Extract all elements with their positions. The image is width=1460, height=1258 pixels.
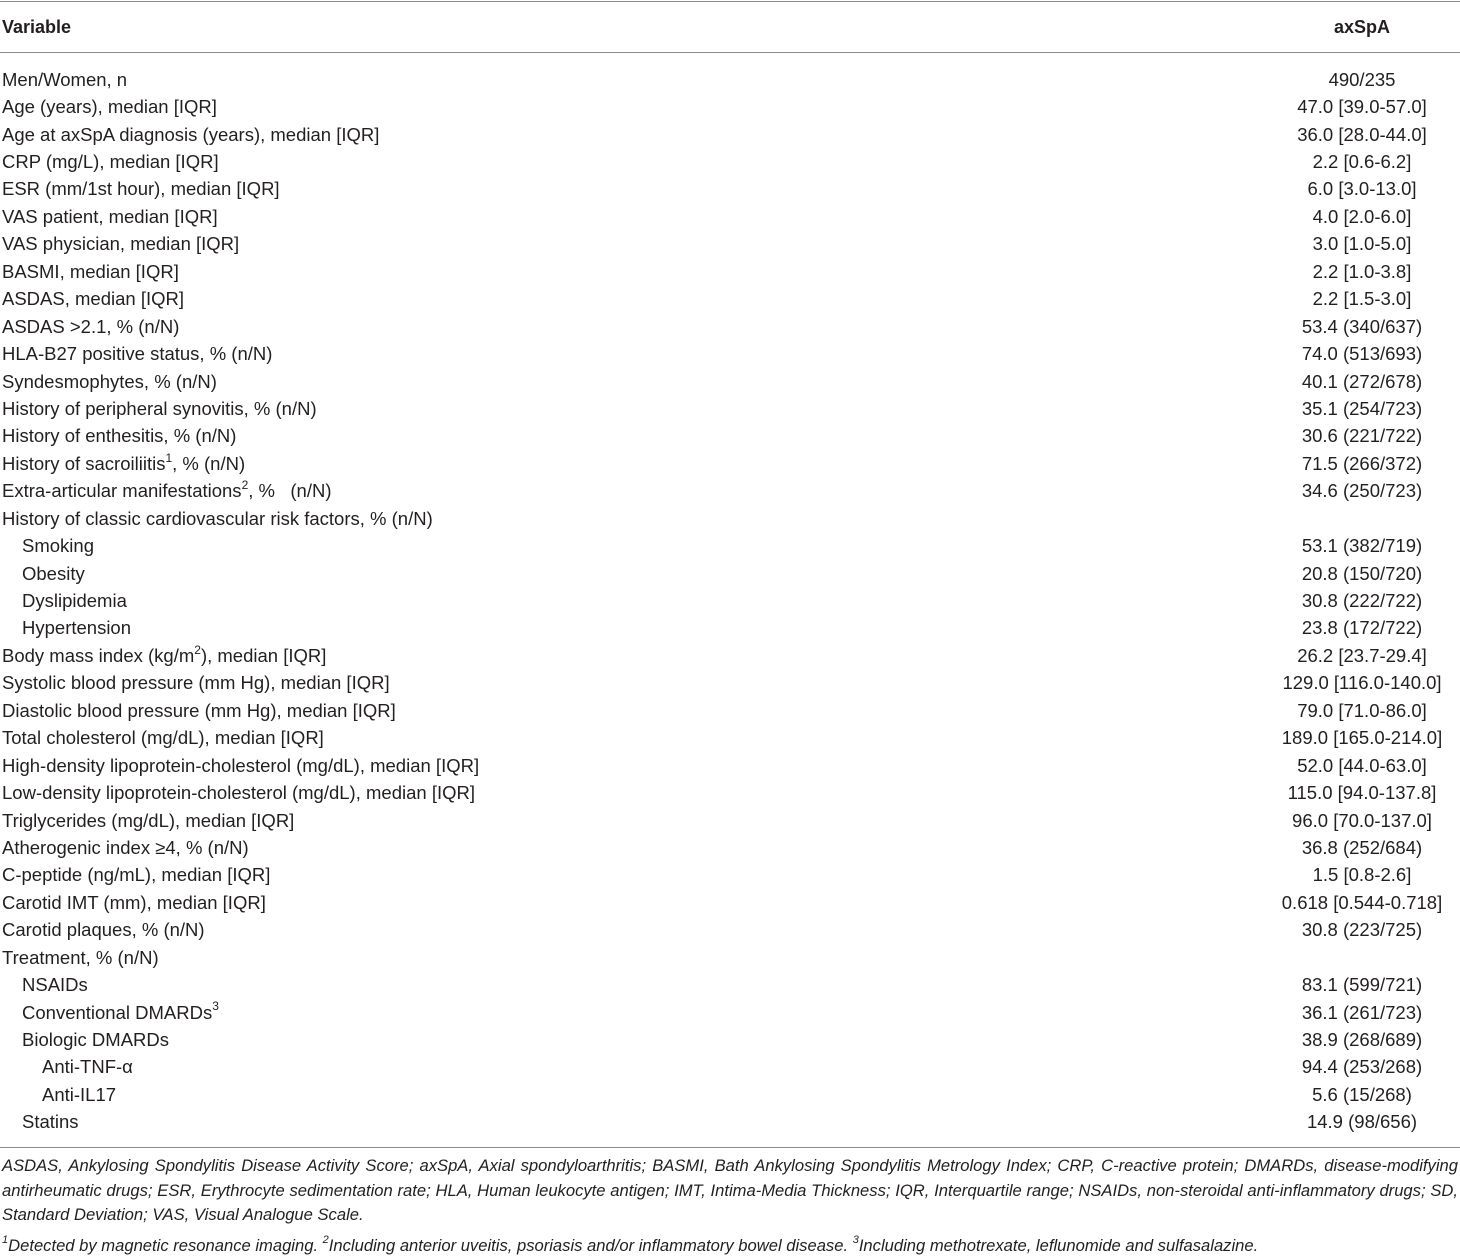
- table-row: [0, 313, 1460, 340]
- table-row: [0, 752, 1460, 779]
- footnote-marker: 1: [2, 1234, 9, 1247]
- row-label: [0, 206, 218, 228]
- row-value: 129.0 [116.0-140.0]: [1282, 672, 1442, 694]
- row-label-text: VAS patient, median [IQR]: [2, 205, 218, 227]
- row-value: 14.9 (98/656): [1306, 1111, 1418, 1133]
- row-label: [0, 590, 127, 612]
- row-value: 36.8 (252/684): [1301, 836, 1423, 858]
- table-row: [0, 93, 1460, 120]
- row-value: 96.0 [70.0-137.0]: [1292, 809, 1432, 831]
- footnote-marker: 2: [322, 1234, 329, 1247]
- row-label: [0, 1056, 133, 1078]
- table-row: [0, 725, 1460, 752]
- table-row: [0, 944, 1460, 971]
- row-label-text: Hypertension: [22, 617, 132, 639]
- table-row: [0, 121, 1460, 148]
- row-label: [0, 343, 272, 365]
- row-value: 3.0 [1.0-5.0]: [1312, 233, 1412, 255]
- row-label-text: Conventional DMARDs: [22, 1001, 213, 1023]
- row-label: [0, 178, 280, 200]
- row-label-text: Carotid plaques, % (n/N): [2, 919, 205, 941]
- row-value: 47.0 [39.0-57.0]: [1297, 96, 1427, 118]
- row-label-text: ASDAS, median [IQR]: [2, 288, 184, 310]
- footnote-marker: 1: [165, 450, 173, 465]
- row-label: [0, 974, 88, 996]
- row-label-suffix: ), median [IQR]: [200, 644, 327, 666]
- row-value: 2.2 [1.0-3.8]: [1312, 260, 1412, 282]
- row-label: [0, 672, 390, 694]
- row-label-text: Atherogenic index ≥4, % (n/N): [2, 836, 249, 858]
- header-variable: Variable: [2, 16, 72, 37]
- row-label-text: ESR (mm/1st hour), median [IQR]: [2, 178, 280, 200]
- table-row: [0, 231, 1460, 258]
- row-label-text: Diastolic blood pressure (mm Hg), median [IQR]: [2, 699, 396, 721]
- table-row: [0, 1054, 1460, 1081]
- table-row: [0, 478, 1460, 505]
- row-label: [0, 371, 217, 393]
- row-label-text: BASMI, median [IQR]: [2, 260, 179, 282]
- row-label-text: Syndesmophytes, % (n/N): [2, 370, 217, 392]
- row-label-text: CRP (mg/L), median [IQR]: [2, 151, 219, 173]
- table-row: [0, 423, 1460, 450]
- row-value: 35.1 (254/723): [1301, 397, 1423, 419]
- row-label: [0, 261, 179, 283]
- row-value: 53.4 (340/637): [1301, 315, 1423, 337]
- row-label-text: History of classic cardiovascular risk factors, % (n/N): [2, 507, 433, 529]
- row-value: 38.9 (268/689): [1301, 1029, 1423, 1051]
- table-row: [0, 834, 1460, 861]
- row-label-text: Statins: [22, 1111, 79, 1133]
- row-value: 189.0 [165.0-214.0]: [1281, 727, 1443, 749]
- row-label: [0, 837, 249, 859]
- row-label-text: Anti-IL17: [42, 1083, 117, 1105]
- table-row: [0, 1026, 1460, 1053]
- row-value: 6.0 [3.0-13.0]: [1307, 178, 1417, 200]
- row-label: [0, 69, 127, 91]
- row-label: [0, 727, 324, 749]
- row-value: 2.2 [1.5-3.0]: [1312, 288, 1412, 310]
- row-label: [0, 892, 266, 914]
- row-label-text: Biologic DMARDs: [22, 1029, 170, 1051]
- footnote-text: Including anterior uveitis, psoriasis and/or inflammatory bowel disease.: [328, 1235, 853, 1255]
- table-header: [0, 2, 1460, 52]
- table-row: [0, 258, 1460, 285]
- row-value: 94.4 (253/268): [1301, 1056, 1423, 1078]
- row-label: [0, 535, 94, 557]
- row-value: 0.618 [0.544-0.718]: [1281, 891, 1443, 913]
- row-value: 5.6 (15/268): [1312, 1083, 1412, 1105]
- row-label-text: C-peptide (ng/mL), median [IQR]: [2, 864, 271, 886]
- row-label-text: Total cholesterol (mg/dL), median [IQR]: [2, 727, 324, 749]
- table-row: [0, 532, 1460, 559]
- row-label: [0, 999, 219, 1024]
- row-label: [0, 755, 479, 777]
- row-label-text: High-density lipoprotein-cholesterol (mg/dL), median [IQR]: [2, 754, 480, 776]
- row-label: [0, 1111, 79, 1133]
- row-value: 26.2 [23.7-29.4]: [1297, 644, 1427, 666]
- footnote-marker: 2: [241, 478, 249, 493]
- row-label-suffix: , % (n/N): [172, 452, 246, 474]
- row-label-text: History of enthesitis, % (n/N): [2, 425, 237, 447]
- row-value: 23.8 (172/722): [1301, 617, 1423, 639]
- table-row: [0, 203, 1460, 230]
- table-row: [0, 697, 1460, 724]
- row-label-text: ASDAS >2.1, % (n/N): [2, 315, 180, 337]
- table-row: [0, 395, 1460, 422]
- table-row: [0, 862, 1460, 889]
- row-label: [0, 450, 246, 475]
- row-label-text: NSAIDs: [22, 974, 88, 996]
- row-value: 79.0 [71.0-86.0]: [1297, 699, 1427, 721]
- row-label: [0, 1029, 169, 1051]
- table-row: [0, 889, 1460, 916]
- row-label-text: Age at axSpA diagnosis (years), median [IQR]: [2, 123, 380, 145]
- row-value: 30.8 (222/722): [1301, 590, 1423, 612]
- row-label: [0, 480, 332, 502]
- row-value: 30.8 (223/725): [1301, 919, 1423, 941]
- footnote-text: Detected by magnetic resonance imaging.: [8, 1235, 323, 1255]
- row-label-text: HLA-B27 positive status, % (n/N): [2, 343, 273, 365]
- table-row: [0, 1081, 1460, 1108]
- table-row: [0, 642, 1460, 669]
- row-value: 490/235: [1328, 68, 1396, 90]
- footnote-marker: 3: [852, 1234, 859, 1247]
- table-row: [0, 66, 1460, 93]
- row-value: 36.0 [28.0-44.0]: [1297, 123, 1427, 145]
- row-value: 1.5 [0.8-2.6]: [1312, 864, 1412, 886]
- table-footnotes: [0, 1148, 1460, 1258]
- footnote-marker: 3: [212, 999, 219, 1014]
- footnote-marker: 2: [194, 642, 201, 657]
- row-value: 52.0 [44.0-63.0]: [1297, 754, 1427, 776]
- header-axspa: axSpA: [1333, 16, 1391, 37]
- row-label: [0, 1084, 116, 1106]
- table-row: [0, 779, 1460, 806]
- row-label-text: VAS physician, median [IQR]: [2, 233, 240, 255]
- row-value: 30.6 (221/722): [1301, 425, 1423, 447]
- table-row: [0, 807, 1460, 834]
- footnote-text: Including methotrexate, leflunomide and sulfasalazine.: [858, 1235, 1259, 1255]
- table-row: [0, 286, 1460, 313]
- table-row: [0, 560, 1460, 587]
- table-row: [0, 1109, 1460, 1136]
- table-row: [0, 999, 1460, 1026]
- row-label-text: Treatment, % (n/N): [2, 946, 159, 968]
- table-row: [0, 176, 1460, 203]
- table-row: [0, 917, 1460, 944]
- row-value: 34.6 (250/723): [1301, 480, 1423, 502]
- row-label-text: Dyslipidemia: [22, 590, 127, 612]
- row-label: [0, 810, 294, 832]
- row-value: 83.1 (599/721): [1301, 974, 1423, 996]
- characteristics-table: [0, 1, 1460, 1258]
- row-label: [0, 398, 317, 420]
- row-label: [0, 947, 159, 969]
- table-row: [0, 587, 1460, 614]
- row-label: [0, 124, 379, 146]
- table-row: [0, 971, 1460, 998]
- row-label-text: Body mass index (kg/m: [2, 644, 195, 666]
- row-label-text: Age (years), median [IQR]: [2, 96, 217, 118]
- row-label-text: History of sacroiliitis: [2, 452, 166, 474]
- table-row: [0, 505, 1460, 532]
- table-row: [0, 615, 1460, 642]
- row-value: 20.8 (150/720): [1301, 562, 1423, 584]
- row-label: [0, 316, 179, 338]
- row-value: 74.0 (513/693): [1301, 343, 1423, 365]
- row-value: 4.0 [2.0-6.0]: [1312, 205, 1412, 227]
- table-row: [0, 148, 1460, 175]
- row-label: [0, 782, 475, 804]
- row-label-text: Men/Women, n: [2, 68, 128, 90]
- row-value: 71.5 (266/372): [1301, 452, 1423, 474]
- row-value: 40.1 (272/678): [1301, 370, 1423, 392]
- row-label: [0, 508, 433, 530]
- row-label: [0, 563, 85, 585]
- table-row: [0, 368, 1460, 395]
- row-label-text: Extra-articular manifestations: [2, 480, 242, 502]
- table-row: [0, 340, 1460, 367]
- abbreviations-note: ASDAS, Ankylosing Spondylitis Disease Activity Score; axSpA, Axial spondyloarthritis; BASMI, Bath Ankylosing Spondylitis Metrology Index; CRP, C-reactive protein; DMARDs, disease-modifying antirheumatic drugs; ESR, Erythrocyte sedimentation rate; HLA, Human leukocyte antigen; IMT, Intima-Media Thickness; IQR, Interquartile range; NSAIDs, non-steroidal anti-inflammatory drugs; SD, Standard Deviation; VAS, Visual Analogue Scale.: [2, 1156, 1458, 1225]
- row-value: 53.1 (382/719): [1301, 535, 1423, 557]
- row-label-text: Low-density lipoprotein-cholesterol (mg/dL), median [IQR]: [2, 782, 475, 804]
- row-label-text: Triglycerides (mg/dL), median [IQR]: [2, 809, 295, 831]
- row-label-text: Anti-TNF-α: [42, 1056, 133, 1078]
- row-value: 2.2 [0.6-6.2]: [1312, 151, 1412, 173]
- row-label: [0, 617, 131, 639]
- row-label-text: History of peripheral synovitis, % (n/N): [2, 397, 317, 419]
- table-row: [0, 670, 1460, 697]
- row-label-text: Obesity: [22, 562, 85, 584]
- row-label: [0, 864, 270, 886]
- row-label: [0, 151, 219, 173]
- footnote-list: [2, 1234, 1458, 1258]
- row-label: [0, 288, 184, 310]
- row-label-text: Carotid IMT (mm), median [IQR]: [2, 891, 266, 913]
- row-label-text: Smoking: [22, 535, 94, 557]
- row-value: 115.0 [94.0-137.8]: [1287, 782, 1437, 804]
- row-label: [0, 642, 327, 667]
- row-label: [0, 233, 239, 255]
- row-label-suffix: , % (n/N): [248, 480, 332, 502]
- row-label: [0, 700, 396, 722]
- row-label-text: Systolic blood pressure (mm Hg), median [IQR]: [2, 672, 390, 694]
- row-label: [0, 919, 205, 941]
- table-body: [0, 53, 1460, 1136]
- row-label: [0, 425, 236, 447]
- row-value: 36.1 (261/723): [1301, 1001, 1423, 1023]
- row-label: [0, 96, 217, 118]
- table-row: [0, 450, 1460, 477]
